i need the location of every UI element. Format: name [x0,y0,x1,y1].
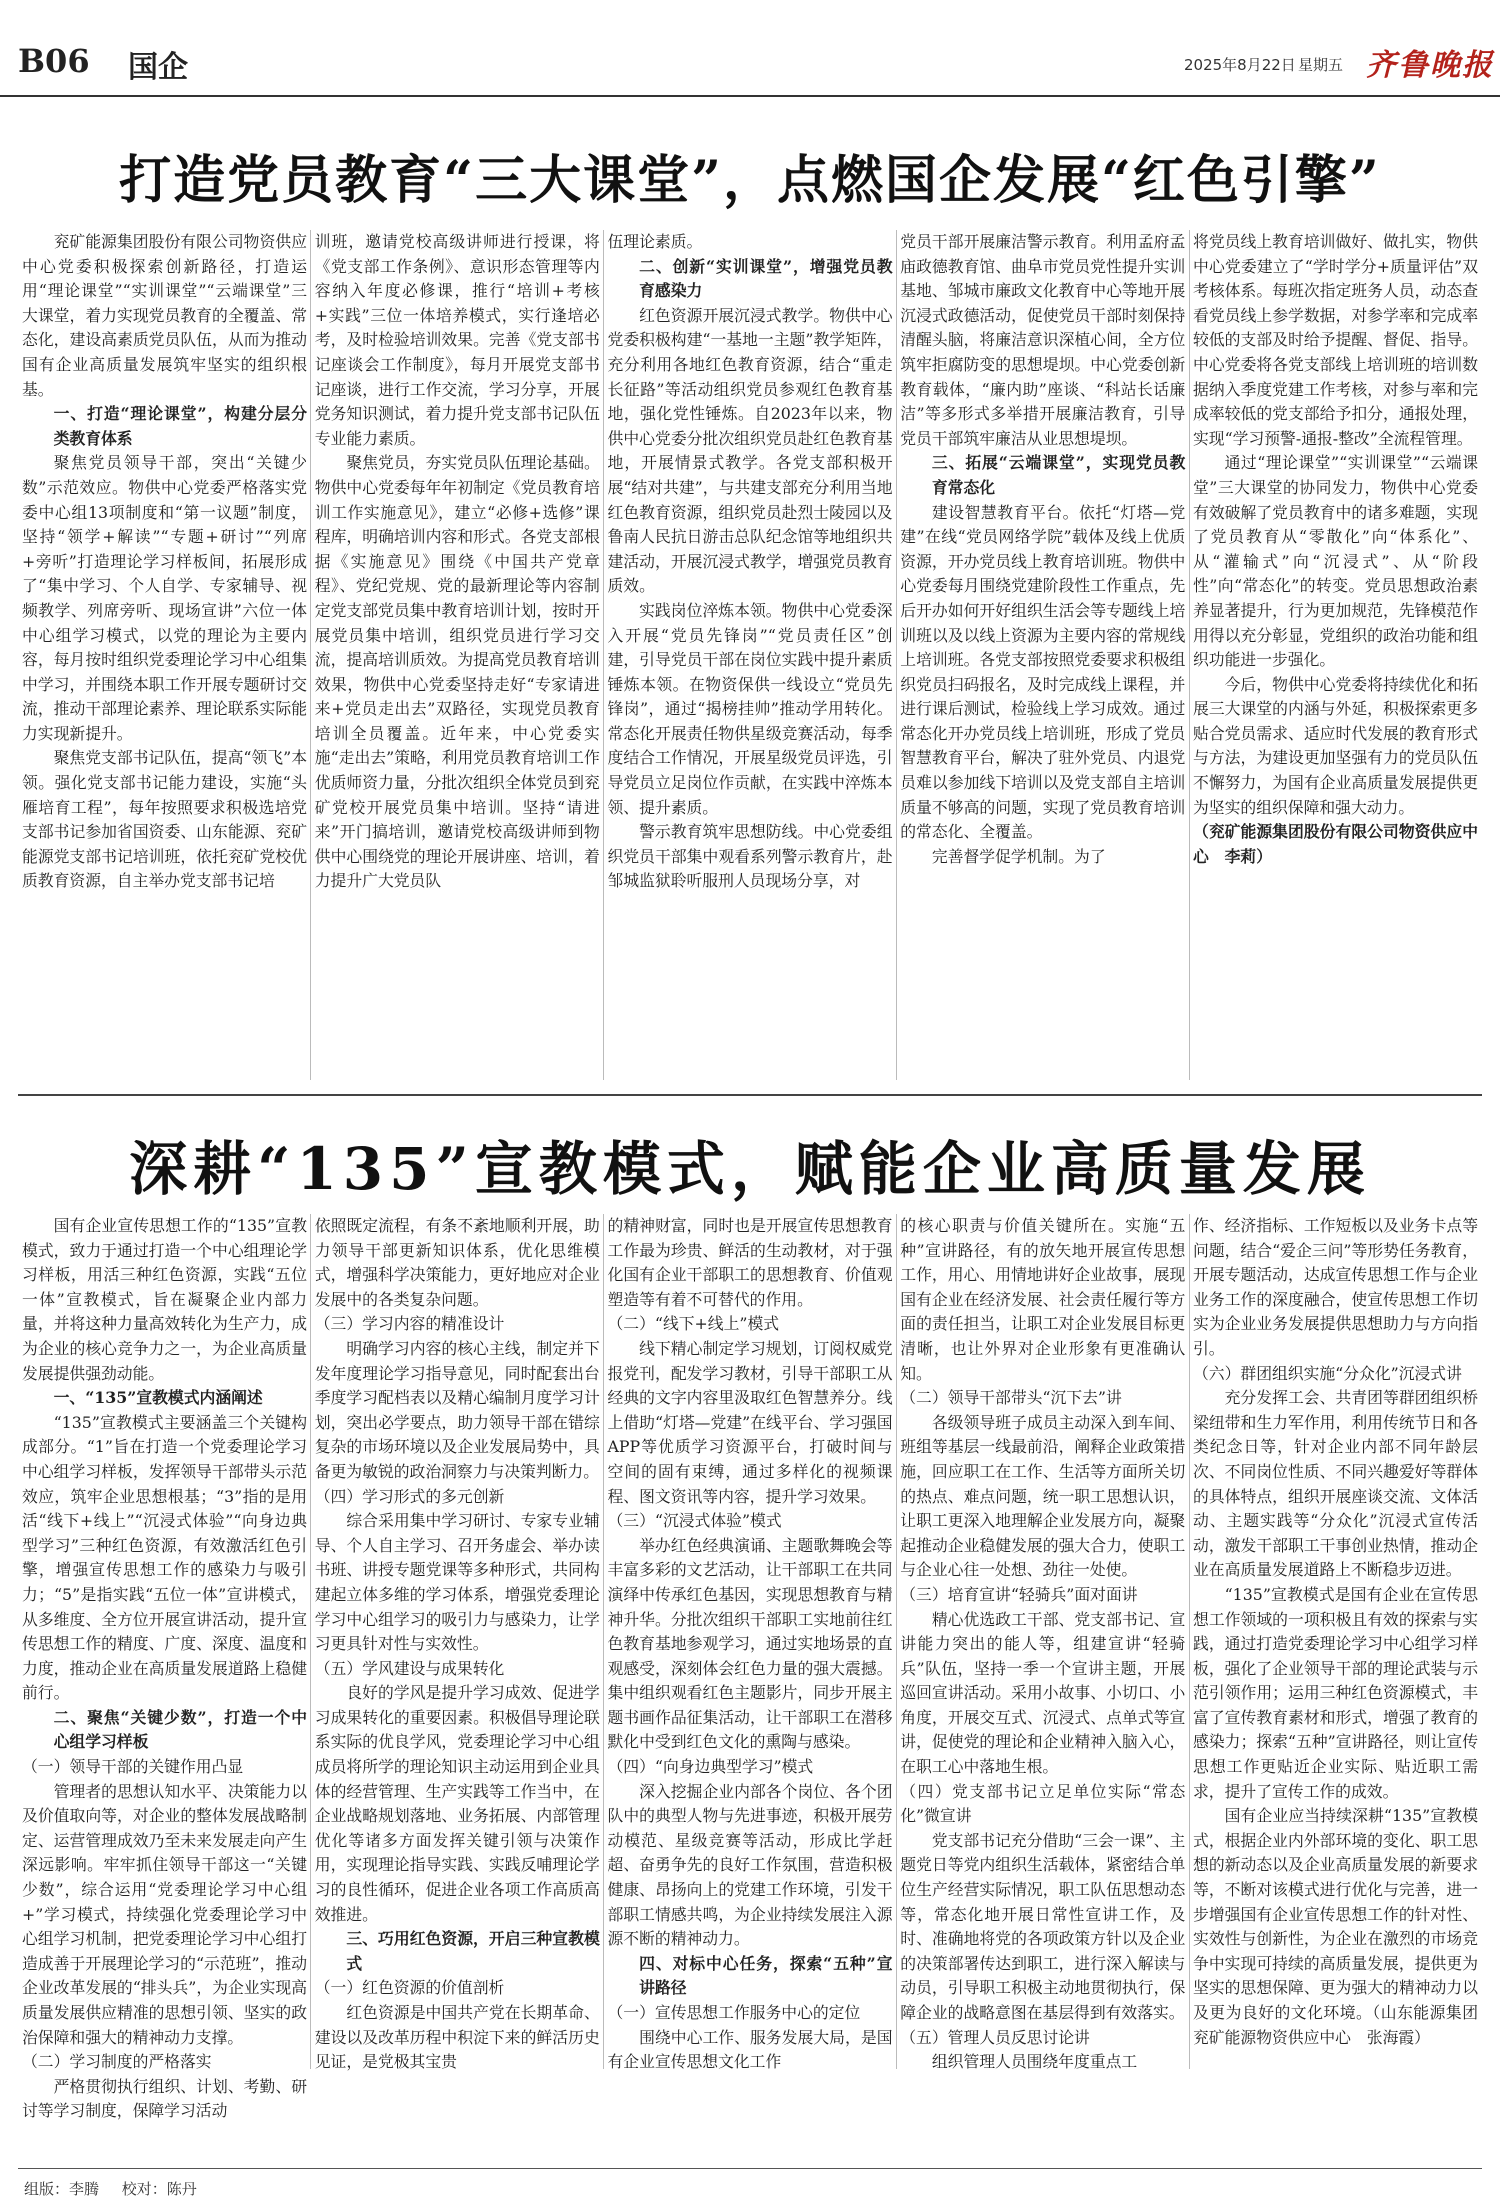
article2-column [314,1214,600,2072]
paragraph: 党员干部开展廉洁警示教育。利用孟府孟庙政德教育馆、曲阜市党员党性提升实训基地、邹城市廉政文化教育中心等地开展沉浸式政德活动，促使党员干部时刻保持清醒头脑，将廉洁意识深植心间，全方位筑牢拒腐防变的思想堤坝。中心党委创新教育载体，“廉内助”座谈、“科站长话廉洁”等多形式多举措开展廉洁教育，引导党员干部筑牢廉洁从业思想堤坝。 [900,232,1186,448]
article2-column [1193,1214,1478,2069]
paragraph: 将党员线上教育培训做好、做扎实，物供中心党委建立了“学时学分+质量评估”双考核体系。每班次指定班务人员，动态查看党员线上参学数据，对参学率和完成率较低的支部及时给予提醒、督促、指导。中心党委将各党支部线上培训班的培训数据纳入季度党建工作考核，对参与率和完成率较低的党支部给予扣分，通报处理，实现“学习预警-通报-整改”全流程管理。 [1193,232,1478,448]
paragraph: （三）学习内容的精准设计 [314,1314,505,1334]
paragraph: （五）学风建设与成果转化 [314,1658,505,1678]
paragraph: 完善督学促学机制。为了 [931,846,1106,866]
article-divider [18,1094,1482,1096]
paragraph: 今后，物供中心党委将持续优化和拓展三大课堂的内涵与外延，积极探索更多贴合党员需求、适应时代发展的教育形式与方法，为建设更加坚强有力的党员队伍不懈努力，为国有企业高质量发展提供更为坚实的组织保障和强大动力。 [1193,674,1478,817]
newspaper-logo: 齐鲁晚报 [1366,48,1494,83]
masthead-rule [0,95,1500,97]
paragraph: （三）“沉浸式体验”模式 [607,1511,782,1531]
article1-column [900,230,1185,1080]
paragraph: 国有企业宣传思想工作的“135”宣教模式，致力于通过打造一个中心组理论学习样板，用活三种红色资源，实践“五位一体”宣教模式，旨在凝聚企业内部力量，并将这种力量高效转化为生产力，成为企业的核心竞争力之一，为企业高质量发展提供强劲动能。 [22,1216,307,1383]
paragraph: （一）宣传思想工作服务中心的定位 [607,2003,861,2022]
article1-column [315,230,600,1080]
paragraph: 红色资源开展沉浸式教学。物供中心党委积极构建“一基地一主题”教学矩阵，充分利用各地红色教育资源，结合“重走长征路”等活动组织党员参观红色教育基地，强化党性锤炼。自2023年以来，物供中心党委分批次组织党员赴红色教育基地，开展情景式教学。各党支部积极开展“结对共建”，与共建支部充分利用当地红色教育资源，组织党员赴烈士陵园以及鲁南人民抗日游击总队纪念馆等地组织共建活动，开展沉浸式教学，增强党员教育质效。 [607,305,893,596]
article1-column [22,230,307,1080]
subheading: 四、对标中心任务，探索“五种”宣讲路径 [639,1953,893,1998]
paragraph: （三）培育宣讲“轻骑兵”面对面讲 [900,1584,1138,1604]
paragraph: （二）学习制度的严格落实 [22,2052,212,2072]
paragraph: 围绕中心工作、服务发展大局，是国有企业宣传思想文化工作 [607,2027,893,2072]
paragraph: 党支部书记充分借助“三会一课”、主题党日等党内组织生活载体，紧密结合单位生产经营实际情况，职工队伍思想动态等，常态化地开展日常性宣讲工作，及时、准确地将党的各项政策方针以及企业的决策部署传达到职工，进行深入解读与动员，引导职工积极主动地贯彻执行，保障企业的战略意图在基层得到有效落实。 [900,1830,1186,2022]
paragraph: （四）“向身边典型学习”模式 [607,1757,814,1777]
paragraph: 组织管理人员围绕年度重点工 [931,2052,1138,2072]
subheading: 二、聚焦“关键少数”，打造一个中心组学习样板 [53,1707,307,1752]
section-name: 国企 [128,50,188,85]
paragraph: 举办红色经典演诵、主题歌舞晚会等丰富多彩的文艺活动，让干部职工在共同演绎中传承红色基因，实现思想教育与精神升华。分批次组织干部职工实地前往红色教育基地参观学习，通过实地场景的直观感受，深刻体会红色力量的强大震撼。集中组织观看红色主题影片，同步开展主题书画作品征集活动，让干部职工在潜移默化中受到红色文化的熏陶与感染。 [607,1535,893,1752]
subheading: 三、巧用红色资源，开启三种宣教模式 [346,1929,600,1973]
subheading: 一、“135”宣教模式内涵阐述 [53,1388,263,1408]
paragraph: （四）学习形式的多元创新 [314,1486,505,1506]
column-divider [603,1214,604,2069]
subheading: 一、打造“理论课堂”，构建分层分类教育体系 [53,404,307,448]
paragraph: 深入挖掘企业内部各个岗位、各个团队中的典型人物与先进事迹，积极开展劳动模范、星级竞赛等活动，形成比学赶超、奋勇争先的良好工作氛围，营造积极健康、昂扬向上的党建工作环境，引发干部职工情感共鸣，为企业持续发展注入源源不断的精神动力。 [607,1781,893,1949]
paragraph: 良好的学风是提升学习成效、促进学习成果转化的重要因素。积极倡导理论联系实际的优良学风，党委理论学习中心组成员将所学的理论知识主动运用到企业具体的经营管理、生产实践等工作当中，在企业战略规划落地、业务拓展、内部管理优化等诸多方面发挥关键引领与决策作用，实现理论指导实践、实践反哺理论学习的良性循环，促进企业各项工作高质高效推进。 [314,1683,600,1924]
article2-column [22,1214,307,2121]
footer-rule [18,2168,1482,2169]
paragraph: 聚焦党员领导干部，突出“关键少数”示范效应。物供中心党委严格落实党委中心组13项制度和“第一议题”制度，坚持“领学+解读”“专题+研讨”“列席+旁听”打造理论学习样板间，拓展形成了“集中学习、个人自学、专家辅导、视频教学、列席旁听、现场宣讲”六位一体中心组学习模式，以党的理论为主要内容，每月按时组织党委理论学习中心组集中学习，并围绕本职工作开展专题研讨交流，推动干部理论素养、理论联系实际能力实现新提升。 [22,453,307,743]
column-divider [310,1214,311,2069]
paragraph: （二）领导干部带头“沉下去”讲 [900,1388,1122,1408]
paragraph: （六）群团组织实施“分众化”沉浸式讲 [1193,1363,1462,1383]
paragraph: 充分发挥工会、共青团等群团组织桥梁纽带和生力军作用，利用传统节日和各类纪念日等，针对企业内部不同年龄层次、不同岗位性质、不同兴趣爱好等群体的具体特点，组织开展座谈交流、文体活动、主题实践等“分众化”沉浸式宣传活动，激发干部职工干事创业热情，推动企业在高质量发展道路上不断稳步迈进。 [1193,1388,1478,1580]
paragraph: 通过“理论课堂”“实训课堂”“云端课堂”三大课堂的协同发力，物供中心党委有效破解了党员教育中的诸多难题，实现了党员教育从“零散化”向“体系化”、从“灌输式”向“沉浸式”、从“阶段性”向“常态化”的转变。党员思想政治素养显著提升，行为更加规范，先锋模范作用得以充分彰显，党组织的政治功能和组织功能进一步强化。 [1193,453,1478,670]
column-divider [896,1214,897,2069]
page-number: B06 [18,42,90,80]
paragraph: “135”宣教模式是国有企业在宣传思想工作领域的一项积极且有效的探索与实践，通过打造党委理论学习中心组学习样板，强化了企业领导干部的理论武装与示范引领作用；运用三种红色资源模式，丰富了宣传教育素材和形式，增强了教育的感染力；探索“五种”宣讲路径，则让宣传思想工作更贴近企业实际、贴近职工需求，提升了宣传工作的成效。 [1193,1584,1478,1801]
paragraph: 的核心职责与价值关键所在。实施“五种”宣讲路径，有的放矢地开展宣传思想工作，用心、用情地讲好企业故事，展现国有企业在经济发展、社会责任履行等方面的责任担当，让职工对企业发展目标更清晰，也让外界对企业形象有更准确认知。 [900,1216,1186,1383]
paragraph: 作、经济指标、工作短板以及业务卡点等问题，结合“爱企三问”等形势任务教育，开展专题活动，达成宣传思想工作与企业业务工作的深度融合，使宣传思想工作切实为企业业务发展提供思想助力与方向指引。 [1193,1216,1478,1358]
subheading: 二、创新“实训课堂”，增强党员教育感染力 [639,256,893,301]
paragraph: 训班，邀请党校高级讲师进行授课，将《党支部工作条例》、意识形态管理等内容纳入年度必修课，推行“培训+考核+实践”三位一体培养模式，实行逢培必考，及时检验培训效果。完善《党支部书记座谈会工作制度》，每月开展党支部书记座谈，进行工作交流，学习分享，开展党务知识测试，着力提升党支部书记队伍专业能力素质。 [314,232,600,448]
paragraph: （二）“线下+线上”模式 [607,1314,780,1334]
paragraph: 国有企业应当持续深耕“135”宣教模式，根据企业内外部环境的变化、职工思想的新动态以及企业高质量发展的新要求等，不断对该模式进行优化与完善，进一步增强国有企业宣传思想工作的针对性、实效性与创新性，为企业在激烈的市场竞争中实现可持续的高质量发展，提供更为坚实的思想保障、更为强大的精神动力以及更为良好的文化环境。（山东能源集团兖矿能源物资供应中心 张海霞） [1193,1806,1478,2047]
article2-title: 深耕“135”宣教模式，赋能企业高质量发展 [129,1135,1371,1203]
paragraph: （四）党支部书记立足单位实际“常态化”微宣讲 [900,1781,1186,1826]
editor-credit: 组版：李腾 [24,2180,100,2198]
paragraph: 伍理论素质。 [607,232,703,251]
paragraph: 综合采用集中学习研讨、专家专业辅导、个人自主学习、召开务虚会、举办读书班、讲授专题党课等多种形式，共同构建起立体多维的学习体系，增强党委理论学习中心组学习的吸引力与感染力，让学习更具针对性与实效性。 [314,1511,600,1654]
article2-column [607,1214,893,2072]
byline: （兖矿能源集团股份有限公司物资供应中心 李莉） [1193,822,1478,866]
paragraph: 聚焦党员，夯实党员队伍理论基础。物供中心党委每年年初制定《党员教育培训工作实施意见》，建立“必修+选修”课程库，明确培训内容和形式。各党支部根据《实施意见》围绕《中国共产党章程》、党纪党规、党的最新理论等内容制定党支部党员集中教育培训计划，按时开展党员集中培训，组织党员进行学习交流，提高培训质效。为提高党员教育培训效果，物供中心党委坚持走好“专家请进来+党员走出去”双路径，实现党员教育培训全员覆盖。近年来，中心党委实施“走出去”策略，利用党员教育培训工作优质师资力量，分批次组织全体党员到兖矿党校开展党员集中培训。坚持“请进来”开门搞培训，邀请党校高级讲师到物供中心围绕党的理论开展讲座、培训，着力提升广大党员队 [314,453,600,891]
paragraph: （五）管理人员反思讨论讲 [900,2027,1090,2047]
paragraph: 精心优选政工干部、党支部书记、宣讲能力突出的能人等，组建宣讲“轻骑兵”队伍，坚持一季一个宣讲主题，开展巡回宣讲活动。采用小故事、小切口、小角度，开展交互式、沉浸式、点单式等宣讲，促使党的理论和企业精神入脑入心，在职工心中落地生根。 [900,1609,1186,1777]
paragraph: 各级领导班子成员主动深入到车间、班组等基层一线最前沿，阐释企业政策措施，回应职工在工作、生活等方面所关切的热点、难点问题，统一职工思想认识，让职工更深入地理解企业发展方向，凝聚起推动企业稳健发展的强大合力，使职工与企业心往一处想、劲往一处使。 [900,1412,1186,1580]
paragraph: 建设智慧教育平台。依托“灯塔—党建”在线“党员网络学院”载体及线上优质资源，开办党员线上教育培训班。物供中心党委每月围绕党建阶段性工作重点，先后开办如何开好组织生活会等专题线上培训班以及以线上资源为主要内容的常规线上培训班。各党支部按照党委要求积极组织党员扫码报名，及时完成线上课程，并进行课后测试，检验线上学习成效。通过常态化开办党员线上培训班，形成了党员智慧教育平台，解决了驻外党员、内退党员难以参加线下培训以及党支部自主培训质量不够高的问题，实现了党员教育培训的常态化、全覆盖。 [900,502,1186,842]
paragraph: 管理者的思想认知水平、决策能力以及价值取向等，对企业的整体发展战略制定、运营管理成效乃至未来发展走向产生深远影响。牢牢抓住领导干部这一“关键少数”，综合运用“党委理论学习中心组+”学习模式，持续强化党委理论学习中心组学习机制，把党委理论学习中心组打造成善于开展理论学习的“示范班”，推动企业改革发展的“排头兵”，为企业实现高质量发展供应精准的思想引领、坚实的政治保障和强大的精神动力支撑。 [22,1781,307,2047]
paragraph: “135”宣教模式主要涵盖三个关键构成部分。“1”旨在打造一个党委理论学习中心组学习样板，发挥领导干部带头示范效应，筑牢企业思想根基；“3”指的是用活“线下+线上”“沉浸式体验”“向身边典型学习”三种红色资源，有效激活红色引擎，增强宣传思想工作的感染力与吸引力；“5”是指实践“五位一体”宣讲模式，从多维度、全方位开展宣讲活动，提升宣传思想工作的精度、广度、深度、温度和力度，推动企业在高质量发展道路上稳健前行。 [22,1412,307,1703]
page-footer [24,2178,215,2199]
article2-body [22,1214,1478,2121]
column-divider [603,230,604,1080]
paragraph: 明确学习内容的核心主线，制定并下发年度理论学习指导意见，同时配套出台季度学习配档表以及精心编制月度学习计划，突出必学要点，助力领导干部在错综复杂的市场环境以及企业发展局势中，具备更为敏锐的政治洞察力与决策判断力。 [314,1338,600,1481]
paragraph: 严格贯彻执行组织、计划、考勤、研讨等学习制度，保障学习活动 [22,2076,307,2121]
article1-title: 打造党员教育“三大课堂”，点燃国企发展“红色引擎” [119,150,1381,211]
paragraph: （一）红色资源的价值剖析 [314,1978,505,1998]
paragraph: 实践岗位淬炼本领。物供中心党委深入开展“党员先锋岗”“党员责任区”创建，引导党员干部在岗位实践中提升素质锤炼本领。在物资保供一线设立“党员先锋岗”，通过“揭榜挂帅”推动学用转化。常态化开展责任物供星级竞赛活动，每季度结合工作情况，开展星级党员评选，引导党员立足岗位作贡献，在实践中淬炼本领、提升素质。 [607,600,893,817]
paragraph: 红色资源是中国共产党在长期革命、建设以及改革历程中积淀下来的鲜活历史见证，是党极其宝贵 [314,2003,600,2072]
masthead [0,0,1500,110]
article1-body [22,230,1478,1080]
paragraph: 警示教育筑牢思想防线。中心党委组织党员干部集中观看系列警示教育片，赴邹城监狱聆听服刑人员现场分享，对 [607,822,893,891]
column-divider [896,230,897,1080]
paragraph: 线下精心制定学习规划，订阅权威党报党刊，配发学习教材，引导干部职工从经典的文字内容里汲取红色智慧养分。线上借助“灯塔—党建”在线平台、学习强国APP等优质学习资源平台，打破时间与空间的固有束缚，通过多样化的视频课程、图文资讯等内容，提升学习效果。 [607,1338,893,1506]
column-divider [310,230,311,1080]
paragraph: 兖矿能源集团股份有限公司物资供应中心党委积极探索创新路径，打造运用“理论课堂”“实训课堂”“云端课堂”三大课堂，着力实现党员教育的全覆盖、常态化，建设高素质党员队伍，从而为推动国有企业高质量发展筑牢坚实的组织根基。 [22,232,307,399]
article2-column [900,1214,1186,2072]
subheading: 三、拓展“云端课堂”，实现党员教育常态化 [931,453,1186,497]
issue-date: 2025年8月22日 [1184,56,1296,74]
column-divider [1189,230,1190,1080]
paragraph: （一）领导干部的关键作用凸显 [22,1757,244,1777]
column-divider [1189,1214,1190,2069]
paragraph: 的精神财富，同时也是开展宣传思想教育工作最为珍贵、鲜活的生动教材，对于强化国有企业干部职工的思想教育、价值观塑造等有着不可替代的作用。 [607,1216,893,1309]
paragraph: 依照既定流程，有条不紊地顺利开展，助力领导干部更新知识体系，优化思维模式，增强科学决策能力，更好地应对企业发展中的各类复杂问题。 [314,1216,600,1309]
proofreader-credit: 校对：陈丹 [121,2180,197,2198]
article1-column [1193,230,1478,1080]
paragraph: 聚焦党支部书记队伍，提高“领飞”本领。强化党支部书记能力建设，实施“头雁培育工程”，每年按照要求积极选培党支部书记参加省国资委、山东能源、兖矿能源党支部书记培训班，依托兖矿党校优质教育资源，自主举办党支部书记培 [22,748,307,891]
issue-weekday: 星期五 [1298,56,1344,74]
article1-column [608,230,893,1080]
